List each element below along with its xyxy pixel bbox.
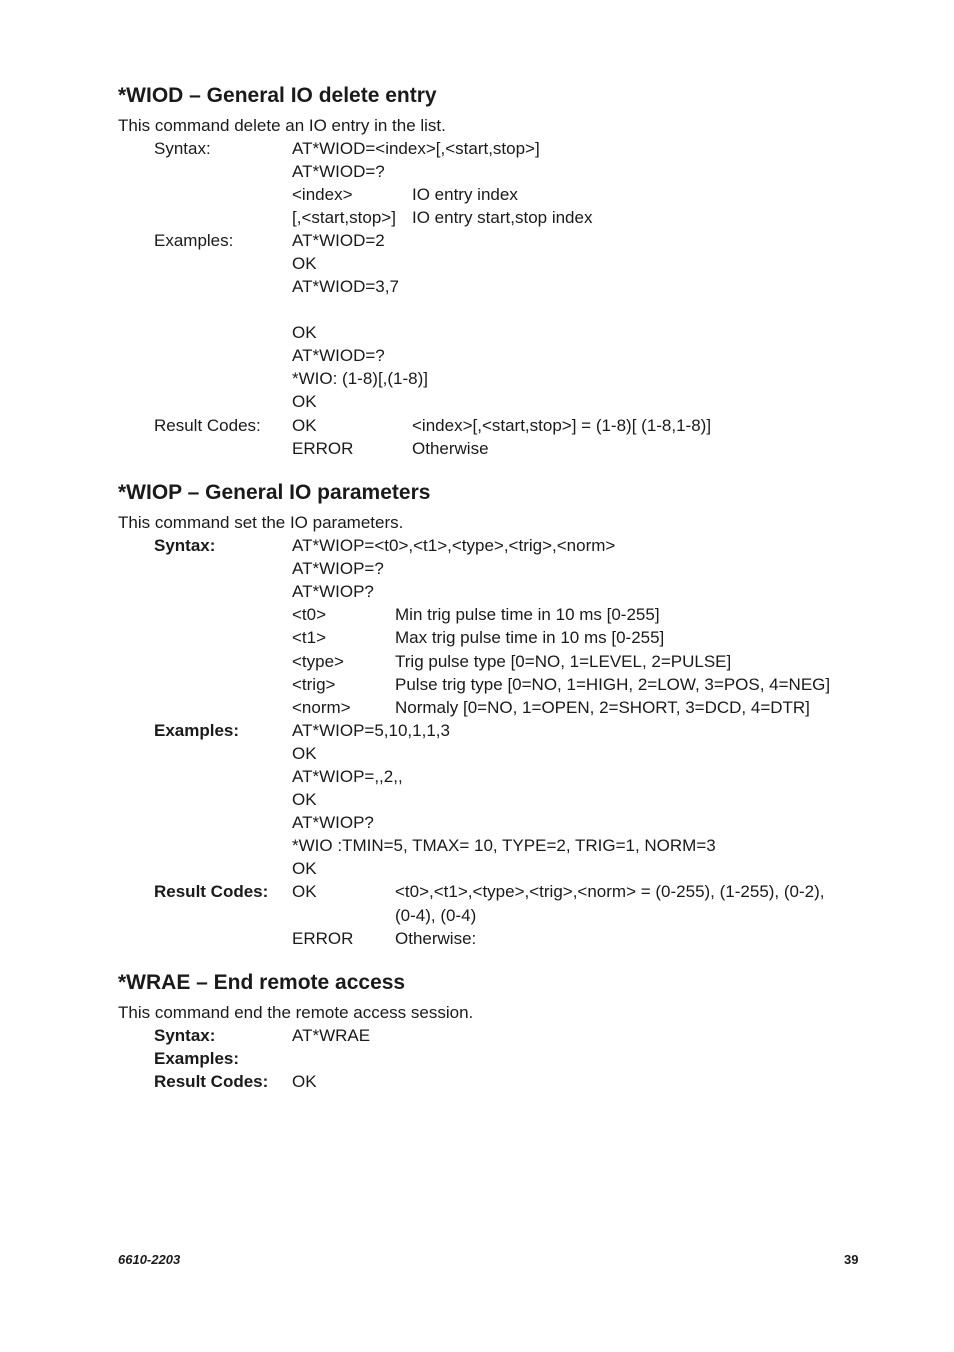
param-desc: Trig pulse type [0=NO, 1=LEVEL, 2=PULSE]: [395, 652, 732, 671]
example-line: OK: [292, 254, 317, 273]
example-line: AT*WIOD=?: [292, 346, 385, 365]
param-name: <norm>: [292, 698, 351, 717]
examples-label: Examples:: [154, 1049, 240, 1068]
example-line: *WIO :TMIN=5, TMAX= 10, TYPE=2, TRIG=1, NORM=3: [292, 836, 716, 855]
result-code: OK: [292, 416, 317, 435]
param-name: <type>: [292, 652, 344, 671]
examples-label: Examples:: [154, 721, 240, 740]
param-desc: IO entry index: [412, 185, 518, 204]
result-codes-label: Result Codes:: [154, 1072, 269, 1091]
example-line: AT*WIOP?: [292, 813, 374, 832]
param-desc: Pulse trig type [0=NO, 1=HIGH, 2=LOW, 3=POS, 4=NEG]: [395, 675, 831, 694]
example-line: AT*WIOP=,,2,,: [292, 767, 403, 786]
result-desc: <index>[,<start,stop>] = (1-8)[ (1-8,1-8)]: [412, 416, 712, 435]
example-line: AT*WIOD=3,7: [292, 277, 399, 296]
example-line: OK: [292, 859, 317, 878]
syntax-label: Syntax:: [154, 536, 216, 555]
section-intro: This command end the remote access session.: [118, 1003, 474, 1022]
result-code: ERROR: [292, 439, 354, 458]
footer-doc-number: 6610-2203: [118, 1252, 181, 1267]
example-line: AT*WIOD=2: [292, 231, 385, 250]
result-codes-label: Result Codes:: [154, 882, 269, 901]
example-line: OK: [292, 323, 317, 342]
syntax-line: AT*WRAE: [292, 1026, 371, 1045]
example-line: OK: [292, 790, 317, 809]
result-code: OK: [292, 1072, 317, 1091]
param-desc: IO entry start,stop index: [412, 208, 593, 227]
syntax-line: AT*WIOD=?: [292, 162, 385, 181]
param-desc: Normaly [0=NO, 1=OPEN, 2=SHORT, 3=DCD, 4=DTR]: [395, 698, 810, 717]
param-desc: Min trig pulse time in 10 ms [0-255]: [395, 605, 660, 624]
syntax-line: AT*WIOP?: [292, 582, 374, 601]
result-desc: Otherwise:: [395, 929, 477, 948]
footer-page-number: 39: [844, 1252, 859, 1267]
section-intro: This command delete an IO entry in the list.: [118, 116, 446, 135]
param-name: [,<start,stop>]: [292, 208, 396, 227]
result-code: OK: [292, 882, 317, 901]
param-desc: Max trig pulse time in 10 ms [0-255]: [395, 628, 665, 647]
result-desc: <t0>,<t1>,<type>,<trig>,<norm> = (0-255), (1-255), (0-2),: [395, 882, 825, 901]
section-title-wiop: *WIOP – General IO parameters: [118, 481, 431, 504]
section-title-wiod: *WIOD – General IO delete entry: [118, 84, 437, 107]
result-codes-label: Result Codes:: [154, 416, 261, 435]
example-line: *WIO: (1-8)[,(1-8)]: [292, 369, 429, 388]
result-desc: Otherwise: [412, 439, 489, 458]
param-name: <t0>: [292, 605, 327, 624]
section-intro: This command set the IO parameters.: [118, 513, 404, 532]
param-name: <t1>: [292, 628, 327, 647]
syntax-line: AT*WIOP=?: [292, 559, 384, 578]
param-name: <index>: [292, 185, 353, 204]
syntax-line: AT*WIOD=<index>[,<start,stop>]: [292, 139, 540, 158]
syntax-label: Syntax:: [154, 1026, 216, 1045]
examples-label: Examples:: [154, 231, 234, 250]
result-desc-continued: (0-4), (0-4): [395, 906, 477, 925]
example-line: OK: [292, 744, 317, 763]
section-title-wrae: *WRAE – End remote access: [118, 971, 406, 994]
example-line: AT*WIOP=5,10,1,1,3: [292, 721, 450, 740]
syntax-line: AT*WIOP=<t0>,<t1>,<type>,<trig>,<norm>: [292, 536, 616, 555]
example-line: OK: [292, 392, 317, 411]
result-code: ERROR: [292, 929, 354, 948]
param-name: <trig>: [292, 675, 336, 694]
syntax-label: Syntax:: [154, 139, 211, 158]
